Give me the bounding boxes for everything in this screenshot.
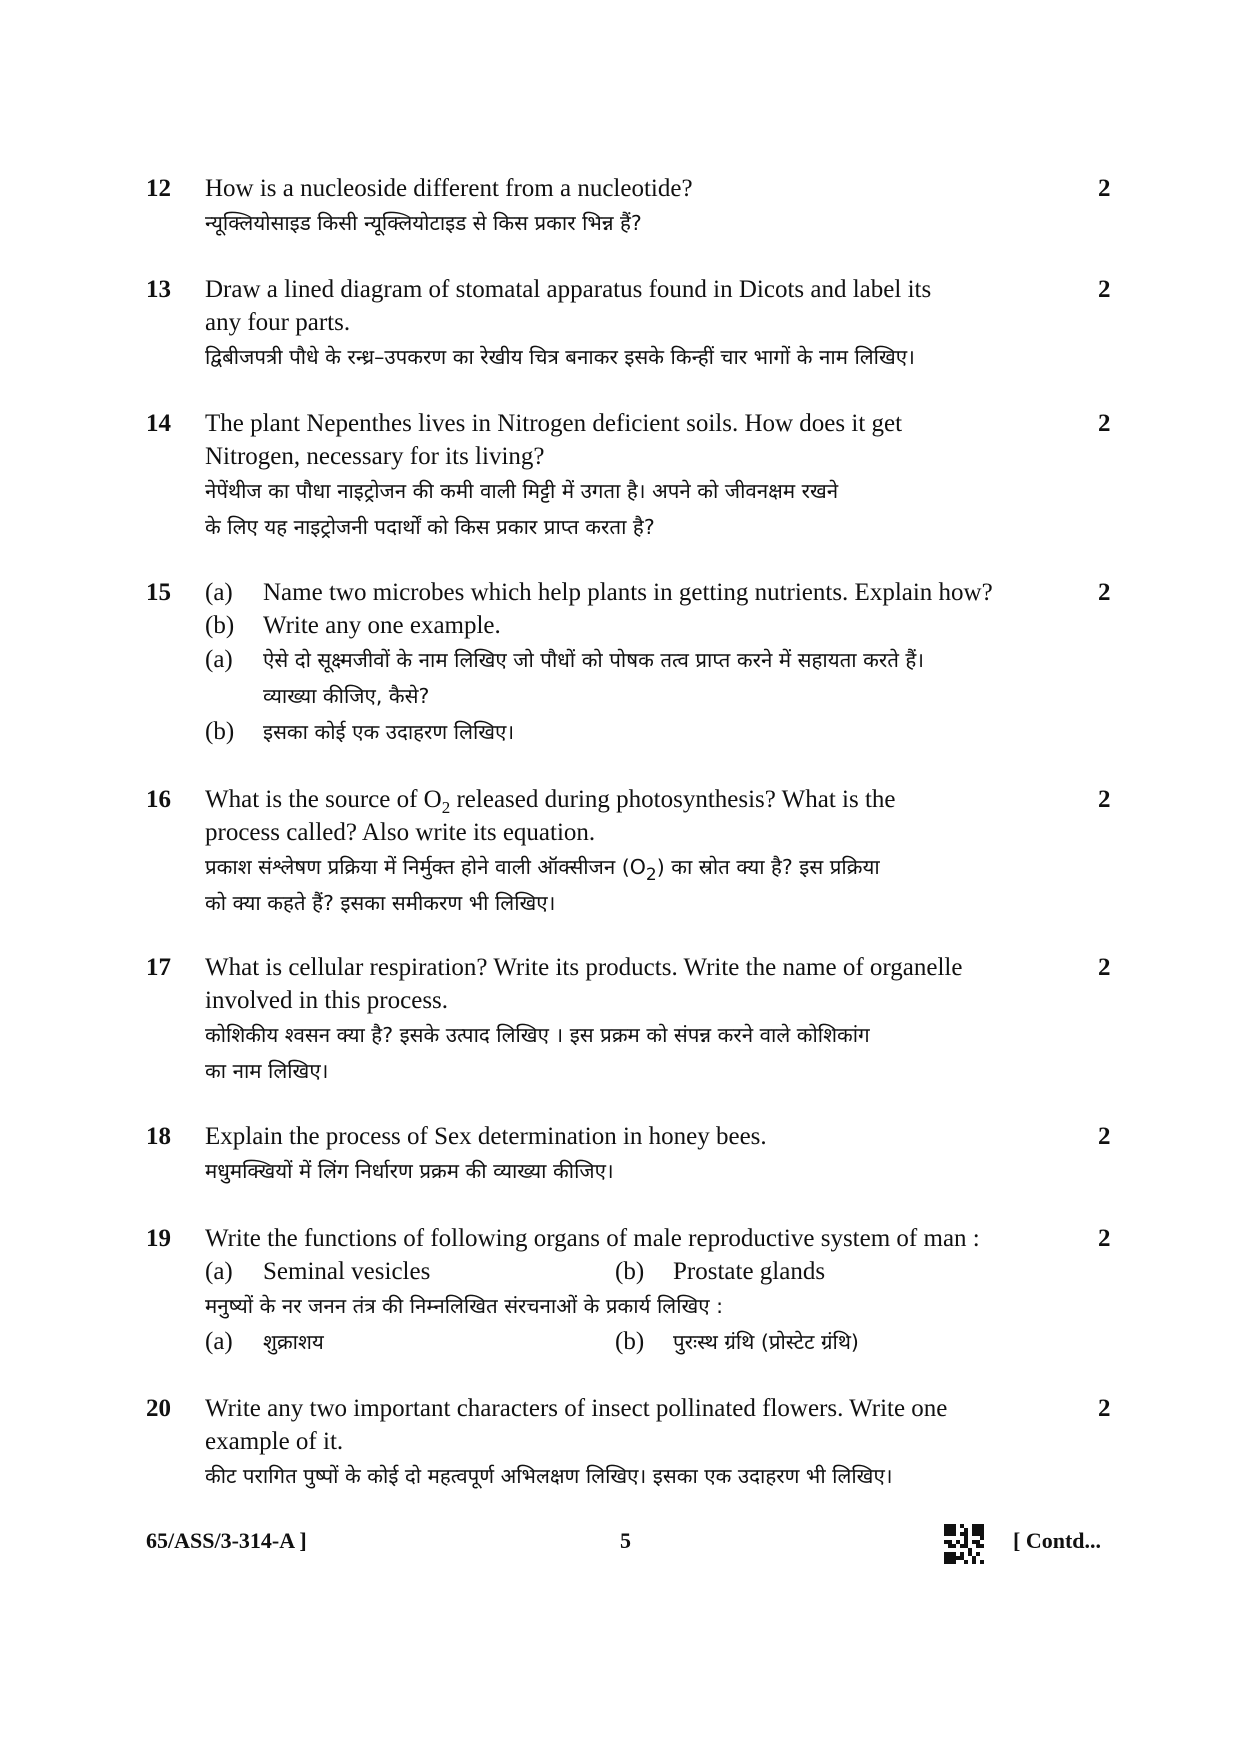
question-text-en: Explain the process of Sex determination in honey bees. [205, 1123, 767, 1150]
question-text-hi: न्यूक्लियोसाइड किसी न्यूक्लियोटाइड से किस प्रकार भिन्न हैं? [205, 211, 642, 235]
question-number: 18 [146, 1123, 171, 1150]
marks: 2 [1098, 1395, 1111, 1422]
marks: 2 [1098, 276, 1111, 303]
page-footer [0, 1528, 1240, 1568]
question-number: 17 [146, 954, 171, 981]
question-text-hi: मधुमक्खियों में लिंग निर्धारण प्रक्रम की व्याख्या कीजिए। [205, 1159, 614, 1183]
part-a-text-en: Name two microbes which help plants in getting nutrients. Explain how? [263, 579, 993, 606]
marks: 2 [1098, 410, 1111, 437]
question-text-hi: द्विबीजपत्री पौधे के रन्ध्र–उपकरण का रेखीय चित्र बनाकर इसके किन्हीं चार भागों के नाम लिखिए। [205, 345, 915, 369]
part-label: (a) [205, 1258, 233, 1285]
question-text-en: How is a nucleoside different from a nucleotide? [205, 175, 693, 202]
page-number: 5 [620, 1528, 631, 1553]
marks: 2 [1098, 954, 1111, 981]
question-number: 15 [146, 579, 171, 606]
question-text-hi-line-1: नेपेंथीज का पौधा नाइट्रोजन की कमी वाली मिट्टी में उगता है। अपने को जीवनक्षम रखने [205, 479, 839, 503]
question-number: 12 [146, 175, 171, 202]
part-label: (a) [205, 1328, 233, 1355]
part-b-text-hi: पुरःस्थ ग्रंथि (प्रोस्टेट ग्रंथि) [673, 1330, 859, 1354]
marks: 2 [1098, 786, 1111, 813]
marks: 2 [1098, 1225, 1111, 1252]
question-text-en-line-2: example of it. [205, 1428, 344, 1455]
part-a-text-hi-line-1: ऐसे दो सूक्ष्मजीवों के नाम लिखिए जो पौधों को पोषक तत्व प्राप्त करने में सहायता करते हैं। [263, 648, 925, 672]
question-text-en-line-2: involved in this process. [205, 987, 449, 1014]
qr-code-icon [944, 1524, 984, 1564]
part-b-text-en: Prostate glands [673, 1258, 826, 1285]
marks: 2 [1098, 1123, 1111, 1150]
part-a-text-en: Seminal vesicles [263, 1258, 431, 1285]
marks: 2 [1098, 579, 1111, 606]
question-number: 20 [146, 1395, 171, 1422]
question-text-en-line-1: Draw a lined diagram of stomatal apparatus found in Dicots and label its [205, 276, 932, 303]
question-number: 16 [146, 786, 171, 813]
part-label: (b) [205, 718, 235, 745]
question-number: 14 [146, 410, 171, 437]
question-text-en-line-2: Nitrogen, necessary for its living? [205, 443, 545, 470]
question-text-en-line-1: What is cellular respiration? Write its products. Write the name of organelle [205, 954, 963, 981]
question-text-en-line-2: process called? Also write its equation. [205, 819, 596, 846]
question-number: 19 [146, 1225, 171, 1252]
question-text-hi-line-2: का नाम लिखिए। [205, 1059, 329, 1083]
part-b-text-hi: इसका कोई एक उदाहरण लिखिए। [263, 720, 515, 744]
question-text-en-line-1: Write any two important characters of insect pollinated flowers. Write one [205, 1395, 948, 1422]
question-text-hi: कीट परागित पुष्पों के कोई दो महत्वपूर्ण अभिलक्षण लिखिए। इसका एक उदाहरण भी लिखिए। [205, 1464, 893, 1488]
part-b-text-en: Write any one example. [263, 612, 501, 639]
part-label: (b) [615, 1328, 645, 1355]
question-text-en-line-2: any four parts. [205, 309, 351, 336]
question-text-hi-line-1: कोशिकीय श्वसन क्या है? इसके उत्पाद लिखिए । इस प्रक्रम को संपन्न करने वाले कोशिकांग [205, 1023, 870, 1047]
question-text-en: Write the functions of following organs of male reproductive system of man : [205, 1225, 980, 1252]
part-label: (a) [205, 646, 233, 673]
part-label: (b) [205, 612, 235, 639]
paper-code: 65/ASS/3-314-A ] [146, 1528, 307, 1553]
part-a-text-hi: शुक्राशय [263, 1330, 324, 1354]
question-text-hi-line-2: को क्या कहते हैं? इसका समीकरण भी लिखिए। [205, 891, 556, 915]
part-label: (a) [205, 579, 233, 606]
question-text-hi-line-2: के लिए यह नाइट्रोजनी पदार्थों को किस प्रकार प्राप्त करता है? [205, 515, 655, 539]
question-text-hi: मनुष्यों के नर जनन तंत्र की निम्नलिखित संरचनाओं के प्रकार्य लिखिए : [205, 1294, 724, 1318]
continued-label: [ Contd... [1013, 1528, 1102, 1553]
question-number: 13 [146, 276, 171, 303]
question-text-en-line-1: What is the source of $O_2$ released during photosynthesis? What is the [205, 786, 896, 817]
question-text-en-line-1: The plant Nepenthes lives in Nitrogen deficient soils. How does it get [205, 410, 903, 437]
part-label: (b) [615, 1258, 645, 1285]
marks: 2 [1098, 175, 1111, 202]
part-a-text-hi-line-2: व्याख्या कीजिए, कैसे? [263, 684, 430, 708]
question-text-hi-line-1: प्रकाश संश्लेषण प्रक्रिया में निर्मुक्त होने वाली ऑक्सीजन $(O_2)$ का स्रोत क्या है? इस प्रक्रिया [205, 855, 880, 885]
